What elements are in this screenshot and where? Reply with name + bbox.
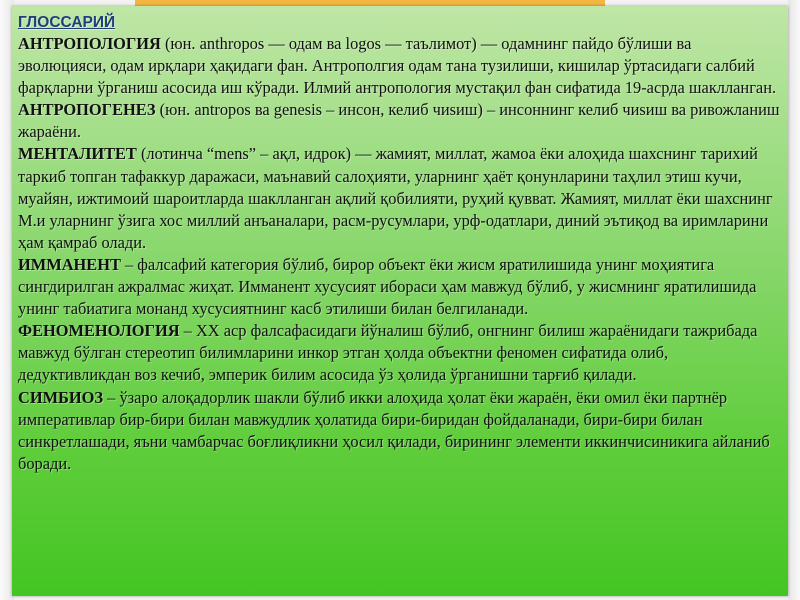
glossary-heading: ГЛОССАРИЙ bbox=[18, 14, 116, 31]
glossary-entry bbox=[18, 33, 782, 99]
glossary-definition: (лотинча “mens” – ақл, идрок) — жамият, миллат, жамоа ёки алоҳида шахснинг тарихий таркиб топган тафаккур даражаси, маънавий салоҳияти, уларнинг ҳаёт қонунларини таҳлил этиш кучи, муайян, ижтимоий шароитларда шаклланган ақлий қобилияти, руҳий қувват. Жамият, миллат ёки шахснинг М.и уларнинг ўзига хос миллий анъаналари, расм-русумлари, урф-одатлари, диний эътиқод ва иримларини ҳам қамраб олади. bbox=[18, 144, 773, 252]
glossary-definition: – XX аср фалсафасидаги йўналиш бўлиб, онгнинг билиш жараёнидаги тажрибада мавжуд бўлган стереотип билимларини инкор этган ҳолда объектни феномен сифатида олиб, дедуктивликдан воз кечиб, эмперик билим асосида ўз ҳолида ўрганишни тарғиб қилади. bbox=[18, 321, 758, 385]
glossary-entry bbox=[18, 320, 782, 386]
glossary-term: АНТРОПОЛОГИЯ bbox=[18, 34, 161, 53]
glossary-term: АНТРОПОГЕНЕЗ bbox=[18, 100, 156, 120]
glossary-entry bbox=[18, 254, 782, 320]
glossary-definition: (юн. anthropos — одам ва logos — таълимот) — одамнинг пайдо бўлиши ва эволюцияси, одам ирқлари ҳақидаги фан. Антрополгия одам тана тузилиши, кишилар ўртасидаги салбий фарқларни ўрганиш асосида иш кўради. Илмий антропология мустақил фан сифатида 19-асрда шаклланган. bbox=[18, 34, 777, 98]
glossary-panel bbox=[12, 6, 788, 596]
glossary-term: ФЕНОМЕНОЛОГИЯ bbox=[18, 321, 180, 341]
glossary-term: СИМБИОЗ bbox=[18, 387, 104, 407]
glossary-definition: (юн. antropos ва genesis – инсон, келиб чиsиш) – инсоннинг келиб чиsиш ва ривожланиш жараёни. bbox=[18, 100, 780, 142]
glossary-term: ИММАНЕНТ bbox=[18, 254, 121, 274]
glossary-entry bbox=[18, 387, 782, 475]
slide-right-edge bbox=[788, 0, 800, 600]
glossary-definition: – ўзаро алоқадорлик шакли бўлиб икки алоҳида ҳолат ёки жараён, ёки омил ёки партнёр императивлар бир-бири билан мавжудлик ҳолатида бири-биридан фойдаланади, бири-бири билан синкретлашади, яъни чамбарчас боғлиқликни ҳосил қилади, бирининг элементи иккинчисиникига айланиб боради. bbox=[18, 387, 770, 473]
glossary-definition: – фалсафий категория бўлиб, бирор объект ёки жисм яратилишида унинг моҳиятига сингдирилган ажралмас жиҳат. Имманент хусусият ибораси ҳам мавжуд бўлиб, у жисмнинг яратилишида унинг табиатига монанд хусусиятнинг касб этилиши билан белгиланади. bbox=[18, 254, 757, 319]
glossary-entry bbox=[18, 143, 782, 253]
glossary-entry bbox=[18, 99, 782, 143]
glossary-term: МЕНТАЛИТЕТ bbox=[18, 144, 137, 164]
